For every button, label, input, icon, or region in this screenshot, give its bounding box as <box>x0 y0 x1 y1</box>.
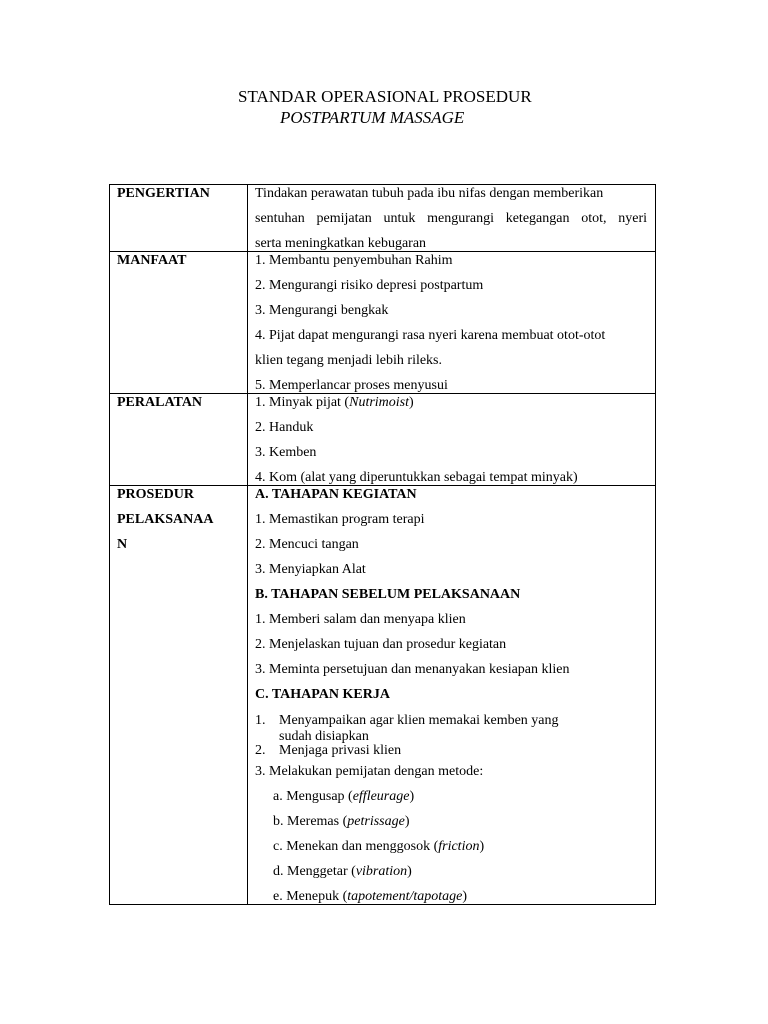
method-prefix: a. Mengusap ( <box>273 789 353 804</box>
list-item: 2. Menjelaskan tujuan dan prosedur kegiatan <box>255 637 507 652</box>
method-suffix: ) <box>409 789 415 804</box>
method-item <box>255 888 647 904</box>
label-prosedur: PROSEDUR <box>117 487 195 502</box>
method-suffix: ) <box>407 864 412 879</box>
list-item: 3. Meminta persetujuan dan menanyakan kesiapan klien <box>255 662 570 677</box>
list-item: 2. Handuk <box>255 420 314 435</box>
method-suffix: ) <box>404 814 410 829</box>
method-prefix: d. Menggetar ( <box>273 864 356 879</box>
list-item: 3. Mengurangi bengkak <box>255 303 389 318</box>
method-prefix: c. Menekan dan menggosok ( <box>273 839 439 854</box>
row-prosedur <box>110 486 656 905</box>
row-manfaat <box>110 252 656 394</box>
list-item: 2. Mencuci tangan <box>255 537 359 552</box>
list-item: 4. Kom (alat yang diperuntukkan sebagai tempat minyak) <box>255 470 578 485</box>
content-cell <box>248 252 656 394</box>
list-item: 2. Mengurangi risiko depresi postpartum <box>255 278 484 293</box>
pengertian-line: serta meningkatkan kebugaran <box>255 236 427 251</box>
section-heading: B. TAHAPAN SEBELUM PELAKSANAAN <box>255 587 521 602</box>
list-item: 1. Memberi salam dan menyapa klien <box>255 612 466 627</box>
item-term: Nutrimoist <box>349 395 410 410</box>
method-prefix: e. Menepuk ( <box>273 889 348 904</box>
method-term: vibration <box>355 864 408 879</box>
method-term: petrissage <box>347 814 405 829</box>
method-item <box>255 813 647 838</box>
content-cell <box>248 185 656 252</box>
list-item: 3. Melakukan pemijatan dengan metode: <box>255 764 484 779</box>
list-item <box>255 743 647 763</box>
section-heading: C. TAHAPAN KERJA <box>255 687 390 702</box>
list-item: 3. Kemben <box>255 445 317 460</box>
label-prosedur: N <box>117 537 128 552</box>
method-term: tapotement/tapotage <box>347 889 463 904</box>
content-cell <box>248 486 656 905</box>
label-cell <box>110 394 248 486</box>
pengertian-line: Tindakan perawatan tubuh pada ibu nifas dengan memberikan <box>255 186 604 201</box>
item-text: Menjaga privasi klien <box>279 743 402 758</box>
list-item <box>255 394 647 419</box>
content-cell <box>248 394 656 486</box>
method-prefix: b. Meremas ( <box>273 814 348 829</box>
method-item <box>255 788 647 813</box>
method-item <box>255 838 647 863</box>
list-item: 5. Memperlancar proses menyusui <box>255 378 448 393</box>
list-item <box>255 711 647 743</box>
label-cell <box>110 185 248 252</box>
method-term: effleurage <box>352 789 410 804</box>
document-subtitle: POSTPARTUM MASSAGE <box>280 108 465 127</box>
document-title: STANDAR OPERASIONAL PROSEDUR <box>238 87 532 106</box>
label-pengertian: PENGERTIAN <box>117 186 210 201</box>
method-item <box>255 863 647 888</box>
item-number: 2. <box>255 743 266 758</box>
list-item: 1. Memastikan program terapi <box>255 512 425 527</box>
pengertian-line: sentuhan pemijatan untuk mengurangi ketegangan otot, nyeri <box>255 211 647 226</box>
label-cell <box>110 252 248 394</box>
item-prefix: 1. Minyak pijat ( <box>255 395 350 410</box>
item-text: Menyampaikan agar klien memakai kemben yang sudah disiapkan <box>279 713 559 744</box>
row-peralatan <box>110 394 656 486</box>
list-item: 1. Membantu penyembuhan Rahim <box>255 253 453 268</box>
section-heading: A. TAHAPAN KEGIATAN <box>255 487 417 502</box>
row-pengertian <box>110 185 656 252</box>
list-item: 3. Menyiapkan Alat <box>255 562 366 577</box>
method-term: friction <box>438 839 480 854</box>
item-number: 1. <box>255 713 266 728</box>
sop-table <box>109 184 656 905</box>
label-prosedur: PELAKSANAA <box>117 512 214 527</box>
label-peralatan: PERALATAN <box>117 395 203 410</box>
item-suffix: ) <box>409 395 414 410</box>
method-suffix: ) <box>479 839 485 854</box>
label-manfaat: MANFAAT <box>117 253 187 268</box>
method-suffix: ) <box>462 889 468 904</box>
list-item: 4. Pijat dapat mengurangi rasa nyeri karena membuat otot-otot <box>255 328 606 343</box>
label-cell <box>110 486 248 905</box>
list-item: klien tegang menjadi lebih rileks. <box>255 353 443 368</box>
